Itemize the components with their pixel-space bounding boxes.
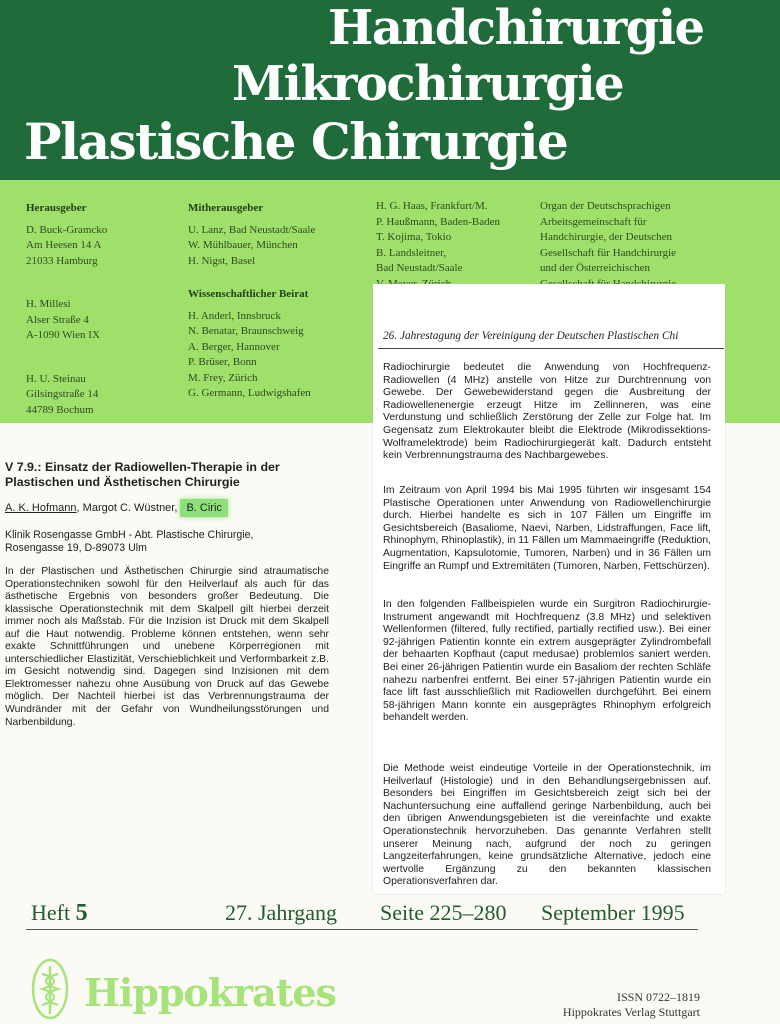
- organ-line: Arbeitsgemeinschaft für: [540, 215, 647, 228]
- conference-title: 26. Jahrestagung der Vereinigung der Deutschen Plastischen Chi: [383, 330, 679, 342]
- organ-line: und der Österreichischen: [540, 262, 650, 274]
- caduceus-logo-icon: [30, 958, 70, 1020]
- author-name: A. K. Hofmann: [5, 502, 77, 514]
- volume: 27. Jahrgang: [225, 900, 338, 925]
- mitherausgeber-column: [188, 201, 315, 402]
- journal-title-line2: Mikrochirurgie: [232, 56, 624, 112]
- advisory-member: A. Berger, Hannover: [188, 340, 280, 353]
- beirat-column-2: [376, 199, 500, 292]
- editor-address: Am Heesen 14 A: [26, 239, 102, 251]
- article-title: V 7.9.: Einsatz der Radiowellen-Therapie in der Plastischen und Ästhetischen Chirurgie: [5, 460, 280, 489]
- abstract-paragraph: Die Methode weist eindeutige Vorteile in der Operationstechnik, im Heilverlauf (Histologie) und in den Behandlungsergebnissen auf. Besonders bei Eingriffen im Gesichtsbereich zeigt sich bei der Nachuntersuchung eine auffallend geringe Narbenbildung, auch bei den übrigen Anwendungsgebieten ist die vereinfachte und exakte Operationstechnik hervorzuheben. Das genannte Verfahren stellt unserer Meinung nach, aufgrund der noch zu geringen Langzeiterfahrungen, keine grundsätzliche Alternative, jedoch eine wertvolle Ergänzung zu den bekannten klassischen Operationsverfahren dar.: [383, 763, 711, 888]
- journal-title-line3: Plastische Chirurgie: [24, 112, 568, 171]
- organ-line: Handchirurgie, der Deutschen: [540, 231, 673, 243]
- article-authors: [5, 502, 350, 514]
- coeditor: W. Mühlbauer, München: [188, 239, 298, 251]
- publisher-logo: Hippokrates: [84, 970, 336, 1015]
- editor-address: Alser Straße 4: [26, 313, 89, 326]
- organ-column: [540, 199, 676, 292]
- abstract-paragraph: In den folgenden Fallbeispielen wurde ein Surgitron Radiochirurgie-Instrument angewandt mit Hochfrequenz (3.8 MHz) und selektiven Wellenformen (filtered, fully rectified, partially rectified usw.). Bei einer 92-jährigen Patientin konnte ein extrem ausgeprägter Zylindrombefall der behaarten Kopfhaut (caput medusae) problemlos saniert werden. Bei einer 26-jährigen Patientin wurde ein Basaliom der rechten Schläfe nahezu narbenfrei entfernt. Bei einer 57-jährigen Patientin wurde ein face lift fast ausschließlich mit Radiowellen durchgeführt. Bei einem 58-jährigen Mann konnte ein ausgeprägtes Rhinophym erfolgreich behandelt werden.: [383, 599, 711, 724]
- author-name: , Margot C. Wüstner,: [76, 502, 181, 514]
- herausgeber-column: [26, 201, 107, 418]
- publisher-info: [540, 990, 700, 1020]
- coeditor: H. Nigst, Basel: [188, 254, 256, 267]
- advisory-member: P. Haußmann, Baden-Baden: [376, 215, 501, 228]
- affiliation-line: Rosengasse 19, D-89073 Ulm: [5, 542, 147, 554]
- issue-date: September 1995: [541, 900, 685, 925]
- issue-label: Heft: [31, 900, 71, 925]
- article-body: In der Plastischen und Ästhetischen Chirurgie sind atraumatische Operationstechniken sowohl für den Heilverlauf als auch für das ästhetische Ergebnis von besonders großer Bedeutung. Die klassische Operationstechnik mit dem Skalpell gilt hierbei derzeit immer noch als Maßstab. Für die Inzision ist Druck mit dem Skalpell auf die Haut notwendig. Probleme können entstehen, wenn sehr exakte Schnittführungen und unebene Körperregionen mit unterschiedlicher Elastizität, Verschieblichkeit und Verformbarkeit z.B. im Gesicht notwendig sind. Dagegen sind Inzisionen mit dem Elektromesser nahezu ohne Ausübung von Druck auf das Gewebe möglich. Der Nachteil hierbei ist das Verbrennungstrauma der Wundränder mit der Gefahr von Wundheilungsstörungen und Narbenbildung.: [5, 566, 329, 728]
- editor-name: D. Buck-Gramcko: [26, 223, 108, 236]
- editor-city: 44789 Bochum: [26, 403, 94, 416]
- advisory-member: M. Frey, Zürich: [188, 371, 258, 384]
- author-name-highlighted: B. Ciric: [180, 499, 227, 517]
- divider: [378, 348, 724, 349]
- page-range: Seite 225–280: [380, 900, 507, 925]
- editor-name: H. U. Steinau: [26, 372, 86, 385]
- editor-name: H. Millesi: [26, 298, 71, 310]
- beirat-heading: Wissenschaftlicher Beirat: [188, 288, 309, 300]
- advisory-member: T. Kojima, Tokio: [376, 231, 452, 243]
- affiliation-line: Klinik Rosengasse GmbH - Abt. Plastische Chirurgie,: [5, 529, 254, 541]
- issn: ISSN 0722–1819: [616, 990, 700, 1004]
- editor-city: A-1090 Wien IX: [26, 329, 100, 341]
- organ-line: Organ der Deutschsprachigen: [540, 200, 671, 212]
- journal-title-line1: Handchirurgie: [328, 0, 704, 56]
- advisory-member: G. Germann, Ludwigshafen: [188, 387, 311, 399]
- abstract-paragraph: Radiochirurgie bedeutet die Anwendung von Hochfrequenz-Radiowellen (4 MHz) anstelle von Hitze zur Durchtrennung von Gewebe. Der Gewebewiderstand gegen die Ausbreitung der Radiowellenenergie erzeugt Hitze im Zellinneren, was eine Verdunstung und schließlich Zerstörung der Zelle zur Folge hat. Im Gegensatz zum Elektrokauter bleibt die Elektrode (Mikrodissektions-Wolframelektrode) beim Radiochirurgiegerät kalt. Dadurch entsteht kein Verbrennungstrauma des Nachbargewebes.: [383, 362, 711, 462]
- advisory-member: H. G. Haas, Frankfurt/M.: [376, 200, 488, 212]
- advisory-member: N. Benatar, Braunschweig: [188, 325, 304, 337]
- advisory-member: B. Landsleitner,: [376, 246, 447, 259]
- issue-number: [31, 900, 88, 927]
- divider: [26, 929, 698, 930]
- advisory-member: Bad Neustadt/Saale: [376, 262, 463, 274]
- organ-line: Gesellschaft für Handchirurgie: [540, 246, 677, 259]
- advisory-member: H. Anderl, Innsbruck: [188, 309, 281, 322]
- advisory-member: P. Brüser, Bonn: [188, 356, 257, 368]
- mitherausgeber-heading: Mitherausgeber: [188, 202, 264, 214]
- editor-address: Gilsingstraße 14: [26, 388, 99, 400]
- publisher-name: Hippokrates Verlag Stuttgart: [562, 1005, 700, 1019]
- abstract-paragraph: Im Zeitraum von April 1994 bis Mai 1995 führten wir insgesamt 154 Plastische Operationen unter Anwendung von Radiowellenchirurgie durch. Hierbei handelte es sich in 107 Fällen um Eingriffe im Gesichtsbereich (Basaliome, Naevi, Narben, Lidstraffungen, Face lift, Rhinophym, Rhinoplastik), in 11 Fällen um Mammaeingriffe (Reduktion, Augmentation, Kapsulotomie, Tumoren, Narben) und in 36 Fällen um Eingriffe an Rumpf und Extremitäten (Tumoren, Narben, Fettschürzen).: [383, 485, 711, 572]
- issue-value: 5: [75, 900, 88, 926]
- editor-city: 21033 Hamburg: [26, 254, 98, 267]
- herausgeber-heading: Herausgeber: [26, 202, 87, 214]
- coeditor: U. Lanz, Bad Neustadt/Saale: [188, 223, 316, 236]
- article-affiliation: [5, 529, 350, 555]
